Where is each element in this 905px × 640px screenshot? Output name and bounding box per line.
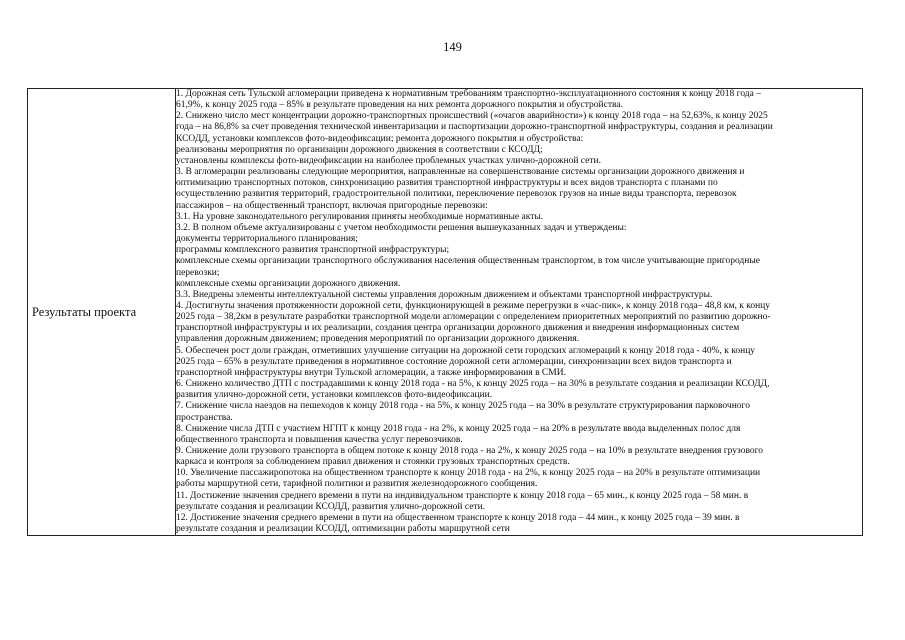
content-line: 3.3. Внедрены элементы интеллектуальной системы управления дорожным движением и объектами транспортной инфраструктуры. <box>176 289 713 300</box>
content-line: 6. Снижено количество ДТП с пострадавшими к концу 2018 года - на 5%, к концу 2025 года – на 30% в результате создания и реализации КСОДД, <box>176 379 770 390</box>
content-line: 61,9%, к концу 2025 года – 85% в результате проведения на них ремонта дорожного покрытия и обустройства. <box>176 100 623 111</box>
content-line: 1. Дорожная сеть Тульской агломерации приведена к нормативным требованиям транспортно-эксплуатационного состояния к концу 2018 года – <box>176 89 761 99</box>
content-line: 5. Обеспечен рост доли граждан, отметивших улучшение ситуации на дорожной сети городских агломераций к концу 2018 года - 40%, к концу <box>176 345 756 356</box>
project-results-table <box>27 88 863 536</box>
content-line: 9. Снижение доли грузового транспорта в общем потоке к концу 2018 года - на 2%, к концу 2025 года – на 10% в результате внедрения грузового <box>176 446 764 456</box>
content-line: пассажиров – на общественный транспорт, включая пригородные перевозки: <box>176 200 488 211</box>
content-line: программы комплексного развития транспортной инфраструктуры; <box>176 245 450 256</box>
table-row <box>28 89 863 536</box>
content-line: 2. Снижено число мест концентрации дорожно-транспортных происшествий («очагов аварийности») к концу 2018 года – на 52,63%, к концу 2025 <box>176 111 768 122</box>
content-line: года – на 86,8% за счет проведения технической инвентаризации и паспортизации дорожно-транспортной инфраструктуры, создания и реализации <box>176 122 773 133</box>
content-line: 3.1. На уровне законодательного регулирования приняты необходимые нормативные акты. <box>176 211 544 222</box>
content-line: результате создания и реализации КСОДД, оптимизации работы маршрутной сети <box>176 524 510 535</box>
page-number: 149 <box>443 40 462 54</box>
content-line: пространства. <box>176 412 233 423</box>
row-content-cell <box>176 89 863 536</box>
content-line: КСОДД, установки комплексов фото-видеофиксации; ремонта дорожного покрытия и обустройства: <box>176 133 584 144</box>
row-label: Результаты проекта <box>32 304 137 319</box>
content-line: 2025 года – 65% в результате приведения в нормативное состояние дорожной сети агломерации, синхронизации всех видов транспорта и <box>176 356 732 367</box>
content-line: 4. Достигнуты значения протяженности дорожной сети, функционирующей в режиме перегрузки в «час-пик», к концу 2018 года– 48,8 км, к концу <box>176 300 771 311</box>
content-line: общественного транспорта и повышения качества услуг перевозчиков. <box>176 434 463 445</box>
content-line: комплексные схемы организации транспортного обслуживания населения общественным транспортом, в том числе учитывающие пригородные <box>176 256 760 267</box>
content-line: осуществлению развития территорий, градостроительной политики, переключение перевозок грузов на иные виды транспорта, перевозок <box>176 189 737 200</box>
content-line: 3. В агломерации реализованы следующие мероприятия, направленные на совершенствование системы организации дорожного движения и <box>176 167 745 178</box>
content-line: установлены комплексы фото-видеофиксации на наиболее проблемных участках улично-дорожной сети. <box>176 155 601 166</box>
content-line: 7. Снижение числа наездов на пешеходов к концу 2018 года - на 5%, к концу 2025 года – на 30% в результате структурирования парковочного <box>176 401 750 412</box>
content-line: 11. Достижение значения среднего времени в пути на индивидуальном транспорте к концу 2018 года – 65 мин., к концу 2025 года – 58 мин. в <box>176 490 749 501</box>
content-line: 8. Снижение числа ДТП с участием НГПТ к концу 2018 года - на 2%, к концу 2025 года – на 20% в результате ввода выделенных полос для <box>176 423 741 434</box>
content-line: перевозки; <box>176 267 220 278</box>
content-line: комплексные схемы организации дорожного движения. <box>176 278 401 289</box>
content-line: развития улично-дорожной сети, установки комплексов фото-видеофиксации. <box>176 390 493 401</box>
content-line: каркаса и контроля за соблюдением правил движения и стоянки грузовых транспортных средств. <box>176 457 570 468</box>
content-line: 10. Увеличение пассажиропотока на общественном транспорте к концу 2018 года - на 2%, к концу 2025 года – на 20% в результате оптимизации <box>176 468 761 479</box>
content-line: 2025 года – 38,2км в результате разработки транспортной модели агломерации с определением приоритетных мероприятий по развитию дорожно- <box>176 312 771 323</box>
content-line: результате создания и реализации КСОДД, развития улично-дорожной сети. <box>176 501 486 512</box>
content-line: транспортной инфраструктуры внутри Тульской агломерации, а также информирования в СМИ. <box>176 367 566 378</box>
content-line: 12. Достижение значения среднего времени в пути на общественном транспорте к концу 2018 года – 44 мин., к концу 2025 года – 39 мин. в <box>176 512 740 523</box>
content-line: работы маршрутной сети, тарифной политики и развития железнодорожного сообщения. <box>176 479 538 490</box>
content-line: документы территориального планирования; <box>176 234 358 245</box>
content-line: реализованы мероприятия по организации дорожного движения в соответствии с КСОДД; <box>176 144 543 155</box>
content-line: оптимизацию транспортных потоков, синхронизацию развития транспортной инфраструктуры и всех видов транспорта с планами по <box>176 178 718 189</box>
content-line: управления дорожным движением; проведения мероприятий по организации дорожного движения. <box>176 334 580 345</box>
content-line: транспортной инфраструктуры и их реализации, создания центра организации дорожного движения и внедрения информационных систем <box>176 323 740 334</box>
content-line: 3.2. В полном объеме актуализированы с учетом необходимости решения вышеуказанных задач и утверждены: <box>176 222 627 233</box>
row-label-cell <box>28 89 176 536</box>
